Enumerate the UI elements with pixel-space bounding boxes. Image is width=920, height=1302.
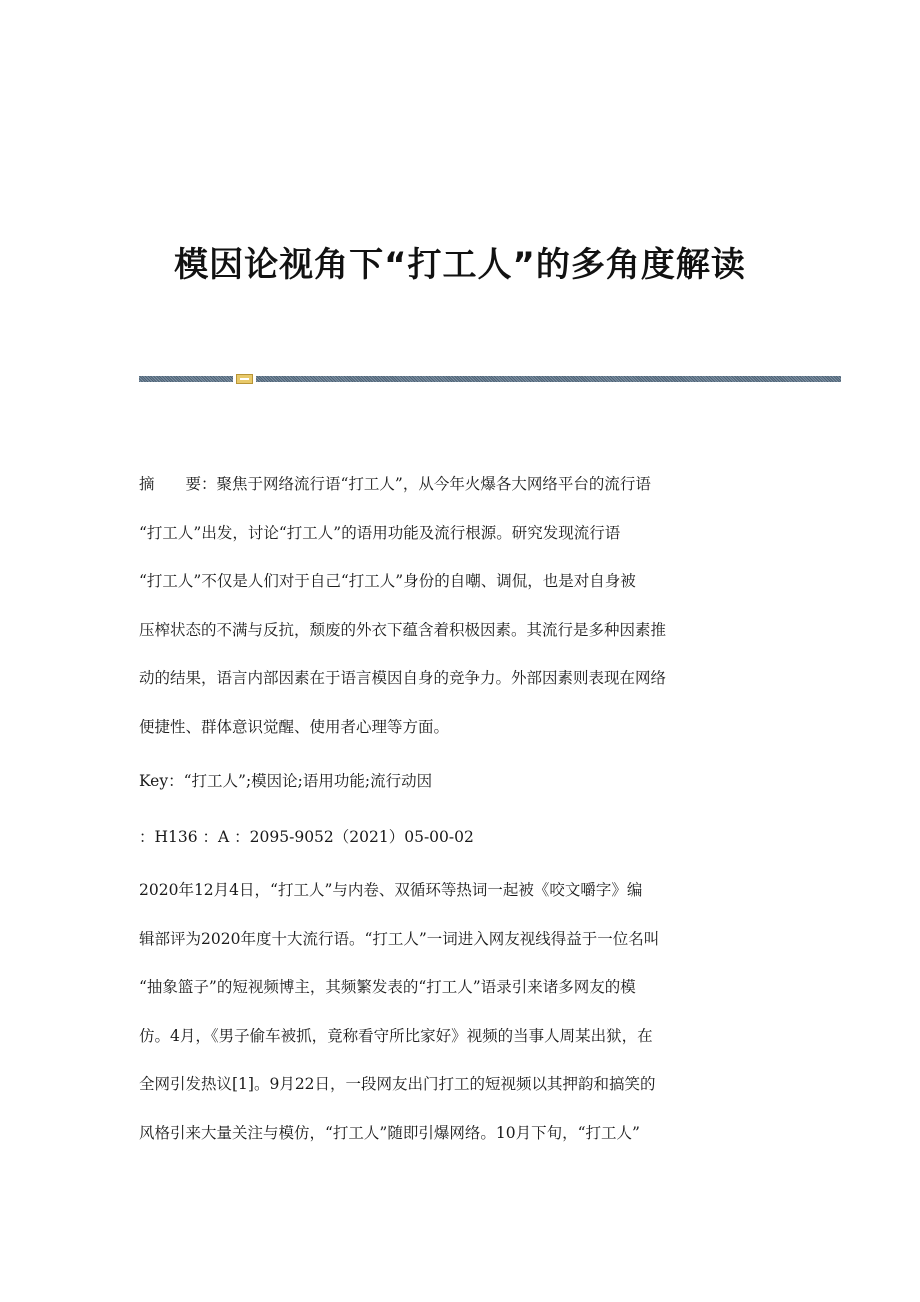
abstract-line: “打工人”出发，讨论“打工人”的语用功能及流行根源。研究发现流行语 [139,523,621,542]
divider-bar-left [139,376,233,382]
divider-bar-right [256,376,841,382]
abstract-line: “打工人”不仅是人们对于自己“打工人”身份的自嘲、调侃，也是对自身被 [139,572,636,590]
divider-emblem-icon [236,374,253,384]
body-line: 2020年12月4日，“打工人”与内卷、双循环等热词一起被《咬文嚼字》编 [139,881,643,899]
keywords-line: Key：“打工人”;模因论;语用功能;流行动因 [139,772,433,790]
document-title: 模因论视角下“打工人”的多角度解读 [174,244,746,285]
body-line: “抽象篮子”的短视频博主，其频繁发表的“打工人”语录引来诸多网友的模 [139,978,636,996]
body-paragraph [139,866,779,1157]
classification-line: ：H136 ：A ：2095-9052（2021）05-00-02 [139,828,474,846]
body-line: 辑部评为2020年度十大流行语。“打工人”一词进入网友视线得益于一位名叫 [139,929,660,948]
abstract-line: 摘 要：聚焦于网络流行语“打工人”，从今年火爆各大网络平台的流行语 [139,475,651,493]
title-divider [139,374,841,384]
body-line: 仿。4月，《男子偷车被抓，竟称看守所比家好》视频的当事人周某出狱，在 [139,1026,653,1045]
abstract-line: 动的结果，语言内部因素在于语言模因自身的竞争力。外部因素则表现在网络 [139,669,667,687]
abstract-paragraph [139,460,779,751]
body-line: 风格引来大量关注与模仿，“打工人”随即引爆网络。10月下旬，“打工人” [139,1123,640,1142]
abstract-line: 便捷性、群体意识觉醒、使用者心理等方面。 [139,717,450,736]
abstract-line: 压榨状态的不满与反抗，颓废的外衣下蕴含着积极因素。其流行是多种因素推 [139,620,667,639]
body-line: 全网引发热议[1]。9月22日，一段网友出门打工的短视频以其押韵和搞笑的 [139,1075,656,1093]
